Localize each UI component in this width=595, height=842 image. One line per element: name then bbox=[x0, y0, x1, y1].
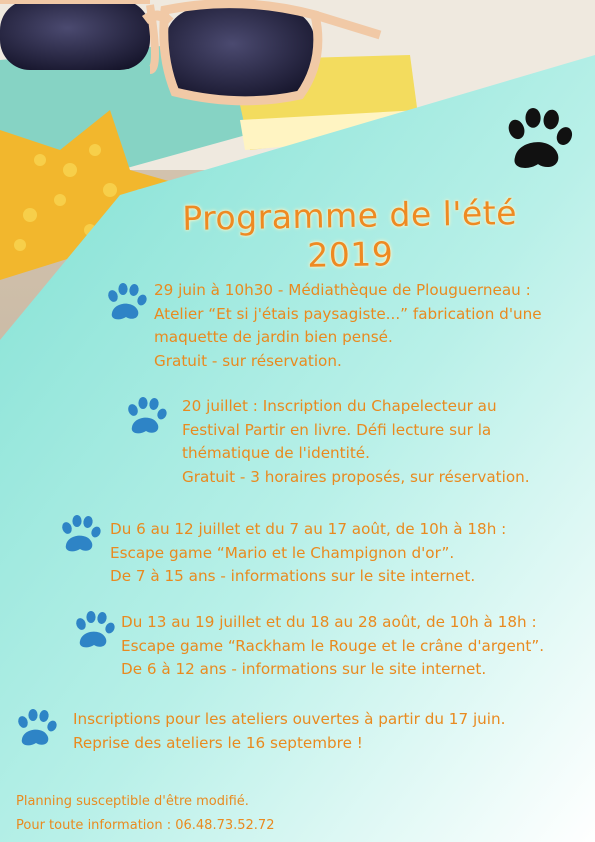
event-block bbox=[121, 611, 544, 682]
paw-icon bbox=[72, 611, 116, 651]
event-block bbox=[110, 518, 506, 589]
paw-icon bbox=[498, 108, 578, 174]
event-line: maquette de jardin bien pensé. bbox=[154, 328, 393, 346]
event-line: 29 juin à 10h30 - Médiathèque de Plouguerneau : bbox=[154, 281, 531, 299]
event-line: De 6 à 12 ans - informations sur le site internet. bbox=[121, 660, 487, 678]
event-line: Escape game “Mario et le Champignon d'or”. bbox=[110, 543, 455, 562]
event-line: Festival Partir en livre. Défi lecture sur la bbox=[182, 420, 492, 439]
paw-icon bbox=[14, 709, 58, 749]
event-line: Du 13 au 19 juillet et du 18 au 28 août, de 10h à 18h : bbox=[121, 613, 537, 631]
event-line: Inscriptions pour les ateliers ouvertes à partir du 17 juin. bbox=[73, 710, 506, 728]
event-line: Reprise des ateliers le 16 septembre ! bbox=[73, 733, 363, 752]
event-line: Escape game “Rackham le Rouge et le crâne d'argent”. bbox=[121, 636, 545, 655]
event-line: Gratuit - sur réservation. bbox=[154, 351, 342, 370]
event-line: De 7 à 15 ans - informations sur le site internet. bbox=[110, 567, 476, 585]
event-line: 20 juillet : Inscription du Chapelecteur au bbox=[182, 397, 497, 415]
event-line: Gratuit - 3 horaires proposés, sur réservation. bbox=[182, 467, 530, 486]
event-line: Atelier “Et si j'étais paysagiste...” fabrication d'une bbox=[154, 304, 542, 323]
footer-contact: Pour toute information : 06.48.73.52.72 bbox=[16, 818, 275, 833]
event-line: Du 6 au 12 juillet et du 7 au 17 août, de 10h à 18h : bbox=[110, 520, 507, 538]
event-block bbox=[154, 279, 542, 373]
paw-icon bbox=[104, 283, 148, 323]
event-block bbox=[73, 708, 505, 755]
footer-note: Planning susceptible d'être modifié. bbox=[16, 794, 249, 809]
paw-icon bbox=[124, 397, 168, 437]
paw-icon bbox=[58, 515, 102, 555]
event-block bbox=[182, 395, 530, 489]
event-line: thématique de l'identité. bbox=[182, 444, 370, 462]
page-title: Programme de l'été 2019 bbox=[181, 193, 518, 275]
